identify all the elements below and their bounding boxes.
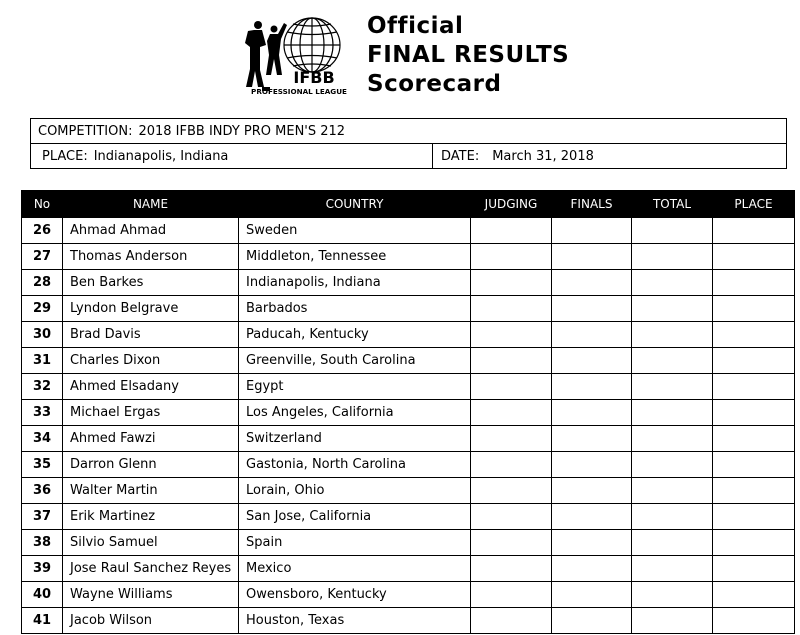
total-score-cell [632, 374, 713, 400]
judging-score-cell [471, 504, 552, 530]
judging-score-cell [471, 452, 552, 478]
competition-info-box [30, 118, 787, 169]
judging-score-cell [471, 400, 552, 426]
total-score-cell [632, 244, 713, 270]
finals-score-cell [552, 218, 632, 244]
table-header-row [22, 191, 795, 218]
finals-score-cell [552, 452, 632, 478]
place-value: Indianapolis, Indiana [93, 148, 229, 164]
athlete-country: Switzerland [239, 426, 471, 452]
finals-score-cell [552, 530, 632, 556]
results-table [21, 190, 795, 634]
judging-score-cell [471, 556, 552, 582]
place-cell [31, 144, 433, 168]
table-row [22, 348, 795, 374]
title-line: Scorecard [367, 71, 502, 97]
column-header-judging: JUDGING [471, 191, 552, 218]
total-score-cell [632, 504, 713, 530]
athlete-name: Brad Davis [63, 322, 239, 348]
globe-icon [284, 18, 340, 72]
ifbb-logo [240, 15, 358, 97]
judging-score-cell [471, 608, 552, 634]
athlete-name: Silvio Samuel [63, 530, 239, 556]
athlete-country: Paducah, Kentucky [239, 322, 471, 348]
judging-score-cell [471, 348, 552, 374]
athlete-country: Mexico [239, 556, 471, 582]
column-header-finals: FINALS [552, 191, 632, 218]
athlete-name: Jacob Wilson [63, 608, 239, 634]
place-cell [713, 348, 795, 374]
athlete-name: Erik Martinez [63, 504, 239, 530]
finals-score-cell [552, 478, 632, 504]
svg-text:IFBB: IFBB [293, 68, 335, 87]
athlete-country: Greenville, South Carolina [239, 348, 471, 374]
athlete-name: Darron Glenn [63, 452, 239, 478]
judging-score-cell [471, 218, 552, 244]
athlete-number: 36 [22, 478, 63, 504]
total-score-cell [632, 348, 713, 374]
column-header-name: NAME [63, 191, 239, 218]
place-cell [713, 608, 795, 634]
total-score-cell [632, 270, 713, 296]
judging-score-cell [471, 244, 552, 270]
athlete-number: 37 [22, 504, 63, 530]
total-score-cell [632, 426, 713, 452]
athlete-name: Lyndon Belgrave [63, 296, 239, 322]
place-cell [713, 556, 795, 582]
table-row [22, 478, 795, 504]
athlete-name: Thomas Anderson [63, 244, 239, 270]
total-score-cell [632, 400, 713, 426]
page-title [367, 12, 569, 99]
athlete-country: San Jose, California [239, 504, 471, 530]
table-row [22, 218, 795, 244]
judging-score-cell [471, 478, 552, 504]
athlete-country: Lorain, Ohio [239, 478, 471, 504]
athlete-number: 35 [22, 452, 63, 478]
athlete-country: Middleton, Tennessee [239, 244, 471, 270]
total-score-cell [632, 556, 713, 582]
svg-text:PROFESSIONAL LEAGUE: PROFESSIONAL LEAGUE [251, 87, 347, 96]
athlete-country: Sweden [239, 218, 471, 244]
finals-score-cell [552, 270, 632, 296]
finals-score-cell [552, 582, 632, 608]
finals-score-cell [552, 426, 632, 452]
athlete-number: 27 [22, 244, 63, 270]
finals-score-cell [552, 244, 632, 270]
total-score-cell [632, 530, 713, 556]
table-row [22, 270, 795, 296]
total-score-cell [632, 296, 713, 322]
date-value: March 31, 2018 [492, 148, 594, 164]
judging-score-cell [471, 582, 552, 608]
athlete-name: Wayne Williams [63, 582, 239, 608]
athlete-name: Walter Martin [63, 478, 239, 504]
judging-score-cell [471, 270, 552, 296]
title-line: FINAL RESULTS [367, 42, 570, 68]
athlete-number: 34 [22, 426, 63, 452]
column-header-no: No [22, 191, 63, 218]
total-score-cell [632, 582, 713, 608]
finals-score-cell [552, 348, 632, 374]
athlete-number: 26 [22, 218, 63, 244]
place-cell [713, 530, 795, 556]
finals-score-cell [552, 374, 632, 400]
table-row [22, 374, 795, 400]
competition-label: COMPETITION: [38, 123, 133, 139]
place-cell [713, 582, 795, 608]
column-header-total: TOTAL [632, 191, 713, 218]
competition-row [31, 119, 786, 144]
total-score-cell [632, 218, 713, 244]
finals-score-cell [552, 400, 632, 426]
athlete-name: Ahmed Elsadany [63, 374, 239, 400]
judging-score-cell [471, 296, 552, 322]
place-cell [713, 322, 795, 348]
place-label: PLACE: [42, 148, 88, 164]
judging-score-cell [471, 374, 552, 400]
table-row [22, 608, 795, 634]
place-cell [713, 218, 795, 244]
athlete-country: Gastonia, North Carolina [239, 452, 471, 478]
athlete-name: Ahmad Ahmad [63, 218, 239, 244]
place-cell [713, 504, 795, 530]
table-row [22, 322, 795, 348]
table-row [22, 582, 795, 608]
total-score-cell [632, 478, 713, 504]
athlete-number: 28 [22, 270, 63, 296]
athlete-country: Indianapolis, Indiana [239, 270, 471, 296]
judging-score-cell [471, 322, 552, 348]
athletes-figure-icon [245, 21, 287, 91]
column-header-country: COUNTRY [239, 191, 471, 218]
finals-score-cell [552, 556, 632, 582]
athlete-number: 30 [22, 322, 63, 348]
table-row [22, 244, 795, 270]
place-cell [713, 426, 795, 452]
athlete-country: Houston, Texas [239, 608, 471, 634]
table-row [22, 400, 795, 426]
athlete-name: Ahmed Fawzi [63, 426, 239, 452]
place-cell [713, 400, 795, 426]
table-row [22, 530, 795, 556]
athlete-number: 38 [22, 530, 63, 556]
title-line: Official [367, 13, 464, 39]
column-header-place: PLACE [713, 191, 795, 218]
place-cell [713, 478, 795, 504]
athlete-country: Barbados [239, 296, 471, 322]
place-cell [713, 244, 795, 270]
date-cell [433, 144, 786, 168]
table-row [22, 556, 795, 582]
athlete-number: 32 [22, 374, 63, 400]
athlete-number: 31 [22, 348, 63, 374]
athlete-country: Spain [239, 530, 471, 556]
table-row [22, 426, 795, 452]
judging-score-cell [471, 530, 552, 556]
athlete-country: Egypt [239, 374, 471, 400]
athlete-country: Los Angeles, California [239, 400, 471, 426]
place-cell [713, 296, 795, 322]
judging-score-cell [471, 426, 552, 452]
athlete-number: 33 [22, 400, 63, 426]
athlete-number: 41 [22, 608, 63, 634]
table-row [22, 296, 795, 322]
athlete-number: 39 [22, 556, 63, 582]
athlete-name: Ben Barkes [63, 270, 239, 296]
table-row [22, 504, 795, 530]
page-header [0, 0, 800, 108]
total-score-cell [632, 608, 713, 634]
place-cell [713, 374, 795, 400]
finals-score-cell [552, 608, 632, 634]
total-score-cell [632, 452, 713, 478]
date-label: DATE: [441, 148, 480, 164]
athlete-number: 40 [22, 582, 63, 608]
total-score-cell [632, 322, 713, 348]
competition-value: 2018 IFBB INDY PRO MEN'S 212 [138, 123, 346, 139]
place-cell [713, 452, 795, 478]
athlete-name: Jose Raul Sanchez Reyes [63, 556, 239, 582]
finals-score-cell [552, 504, 632, 530]
finals-score-cell [552, 322, 632, 348]
athlete-name: Charles Dixon [63, 348, 239, 374]
place-cell [713, 270, 795, 296]
athlete-name: Michael Ergas [63, 400, 239, 426]
athlete-country: Owensboro, Kentucky [239, 582, 471, 608]
finals-score-cell [552, 296, 632, 322]
table-row [22, 452, 795, 478]
athlete-number: 29 [22, 296, 63, 322]
